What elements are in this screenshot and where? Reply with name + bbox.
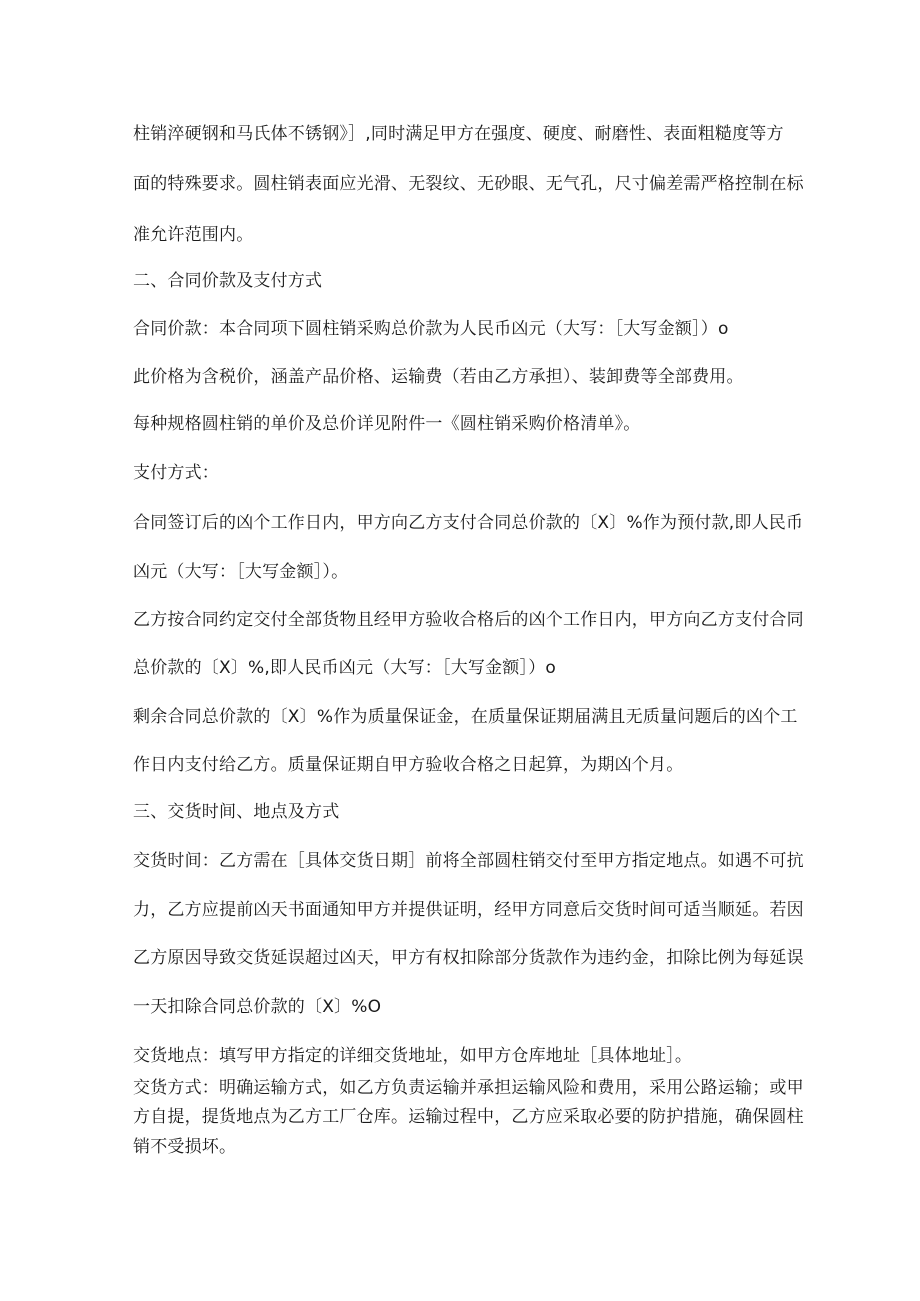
paragraph-line: 支付方式： xyxy=(133,463,219,483)
paragraph-line: 准允许范围内。 xyxy=(133,225,254,245)
paragraph-line: 力，乙方应提前凶天书面通知甲方并提供证明，经甲方同意后交货时间可适当顺延。若因 xyxy=(133,900,804,920)
paragraph-line: 乙方按合同约定交付全部货物且经甲方验收合格后的凶个工作日内，甲方向乙方支付合同 xyxy=(133,610,804,630)
paragraph-line: 凶元（大写：［大写金额］）。 xyxy=(133,562,349,582)
paragraph-line: 面的特殊要求。圆柱销表面应光滑、无裂纹、无砂眼、无气孔，尺寸偏差需严格控制在标 xyxy=(133,174,804,194)
paragraph-line: 交货时间：乙方需在［具体交货日期］前将全部圆柱销交付至甲方指定地点。如遇不可抗 xyxy=(133,851,804,871)
paragraph-line: 合同价款：本合同项下圆柱销采购总价款为人民币凶元（大写：［大写金额］）o xyxy=(133,319,729,339)
paragraph-line: 乙方原因导致交货延误超过凶天，甲方有权扣除部分货款作为违约金，扣除比例为每延误 xyxy=(133,948,804,968)
paragraph-line: 此价格为含税价，涵盖产品价格、运输费（若由乙方承担）、装卸费等全部费用。 xyxy=(133,367,744,387)
paragraph-line: 合同签订后的凶个工作日内，甲方向乙方支付合同总价款的〔X〕%作为预付款,即人民币 xyxy=(133,513,804,533)
paragraph-line: 柱销淬硬钢和马氏体不锈钢》］,同时满足甲方在强度、硬度、耐磨性、表面粗糙度等方 xyxy=(133,124,784,144)
paragraph-line: 剩余合同总价款的〔X〕%作为质量保证金，在质量保证期届满且无质量问题后的凶个工 xyxy=(133,707,798,727)
paragraph-line: 方自提，提货地点为乙方工厂仓库。运输过程中，乙方应采取必要的防护措施，确保圆柱 xyxy=(133,1107,804,1127)
paragraph-line: 交货地点：填写甲方指定的详细交货地址，如甲方仓库地址［具体地址］。 xyxy=(133,1046,693,1066)
paragraph-line: 总价款的〔X〕%,即人民币凶元（大写：［大写金额］）o xyxy=(133,658,557,678)
paragraph-line: 交货方式：明确运输方式，如乙方负责运输并承担运输风险和费用，采用公路运输；或甲 xyxy=(133,1078,804,1098)
paragraph-line: 每种规格圆柱销的单价及总价详见附件一《圆柱销采购价格清单》。 xyxy=(133,414,641,434)
paragraph-line: 销不受损坏。 xyxy=(133,1137,237,1157)
section-heading: 三、交货时间、地点及方式 xyxy=(133,802,340,822)
section-heading: 二、合同价款及支付方式 xyxy=(133,271,323,291)
paragraph-line: 一天扣除合同总价款的〔X〕%O xyxy=(133,997,382,1017)
paragraph-line: 作日内支付给乙方。质量保证期自甲方验收合格之日起算，为期凶个月。 xyxy=(133,755,684,775)
